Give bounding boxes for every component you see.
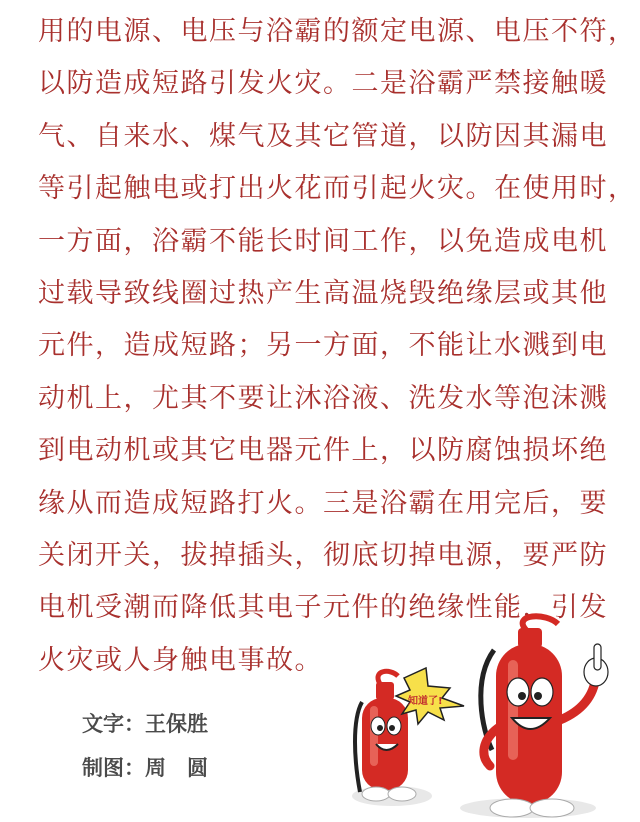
article-line: 气、自来水、煤气及其它管道，以防因其漏电: [38, 120, 608, 152]
credit-label-drawing: 制图：: [82, 756, 145, 780]
bubble-label: 知道了!: [408, 696, 443, 707]
credit-illustrator-name: 周 圆: [145, 756, 208, 780]
fire-extinguisher-mascot-large: [460, 616, 608, 818]
article-line: 动机上，尤其不要让沐浴液、洗发水等泡沫溅: [38, 382, 608, 414]
article-line: 元件，造成短路；另一方面，不能让水溅到电: [38, 330, 608, 362]
article-line: 火灾或人身触电事故。: [38, 644, 323, 676]
credit-label-text: 文字：: [82, 712, 145, 736]
article-line: 一方面，浴霸不能长时间工作，以免造成电机: [38, 225, 608, 257]
article-line: 等引起触电或打出火花而引起火灾。在使用时，: [38, 173, 637, 205]
credit-author-name: 王保胜: [145, 712, 208, 736]
article-line: 以防造成短路引发火灾。二是浴霸严禁接触暖: [38, 68, 608, 100]
article-line: 电机受潮而降低其电子元件的绝缘性能，引发: [38, 592, 608, 624]
credits: [82, 702, 282, 790]
fire-extinguisher-illustration: [332, 610, 632, 820]
article-line: 过载导致线圈过热产生高温烧毁绝缘层或其他: [38, 277, 608, 309]
article-line: 用的电源、电压与浴霸的额定电源、电压不符，: [38, 16, 637, 47]
credit-drawing-author: [82, 746, 282, 790]
credit-text-author: [82, 702, 282, 746]
article-line: 关闭开关，拔掉插头，彻底切掉电源，要严防: [38, 539, 608, 571]
article-line: 到电动机或其它电器元件上，以防腐蚀损坏绝: [38, 435, 608, 467]
article-line: 缘从而造成短路打火。三是浴霸在用完后，要: [38, 487, 608, 519]
article-body: [38, 6, 638, 687]
